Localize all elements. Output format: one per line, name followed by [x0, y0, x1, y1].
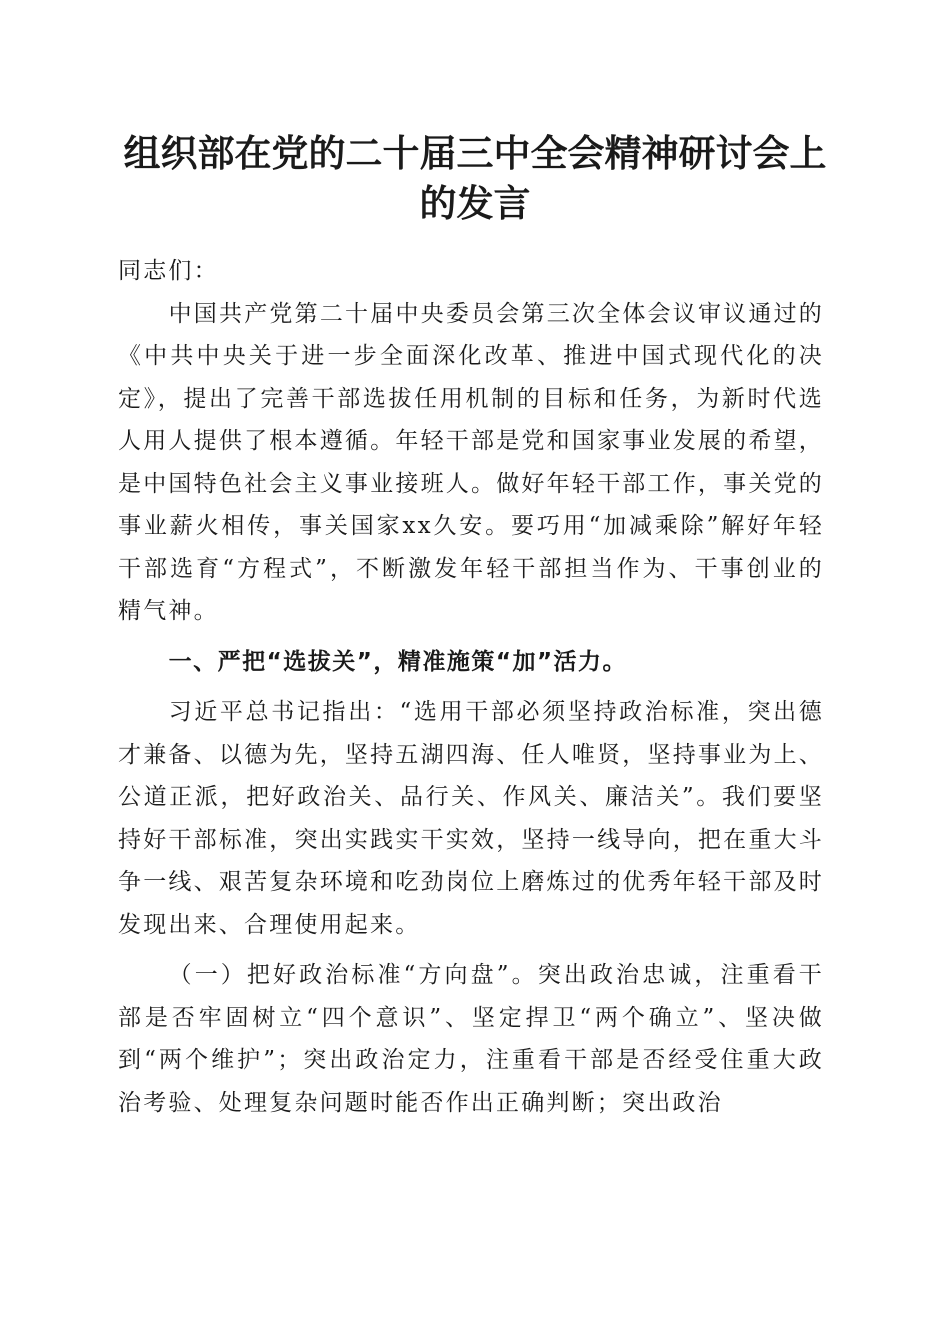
- greeting: 同志们：: [118, 258, 219, 284]
- subsection-paragraph: （一）把好政治标准“方向盘”。突出政治忠诚，注重看干部是否牢固树立“四个意识”、坚定捍卫“两个确立”、坚决做到“两个维护”；突出政治定力，注重看干部是否经受住重大政治考验、处理复杂问题时能否作出正确判断；突出政治: [118, 962, 824, 1116]
- intro-paragraph: 中国共产党第二十届中央委员会第三次全体会议审议通过的《中共中央关于进一步全面深化改革、推进中国式现代化的决定》，提出了完善干部选拔任用机制的目标和任务，为新时代选人用人提供了根本遵循。年轻干部是党和国家事业发展的希望，是中国特色社会主义事业接班人。做好年轻干部工作，事关党的事业薪火相传，事关国家xx久安。要巧用“加减乘除”解好年轻干部选育“方程式”，不断激发年轻干部担当作为、干事创业的精气神。: [118, 300, 824, 624]
- quote-paragraph: 习近平总书记指出：“选用干部必须坚持政治标准，突出德才兼备、以德为先，坚持五湖四海、任人唯贤，坚持事业为上、公道正派，把好政治关、品行关、作风关、廉洁关”。我们要坚持好干部标准，突出实践实干实效，坚持一线导向，把在重大斗争一线、艰苦复杂环境和吃劲岗位上磨炼过的优秀年轻干部及时发现出来、合理使用起来。: [118, 699, 824, 938]
- document-body: [118, 250, 824, 1124]
- section-heading: 一、严把“选拔关”，精准施策“加”活力。: [168, 648, 628, 675]
- document-title: 组织部在党的二十届三中全会精神研讨会上的发言: [123, 131, 827, 225]
